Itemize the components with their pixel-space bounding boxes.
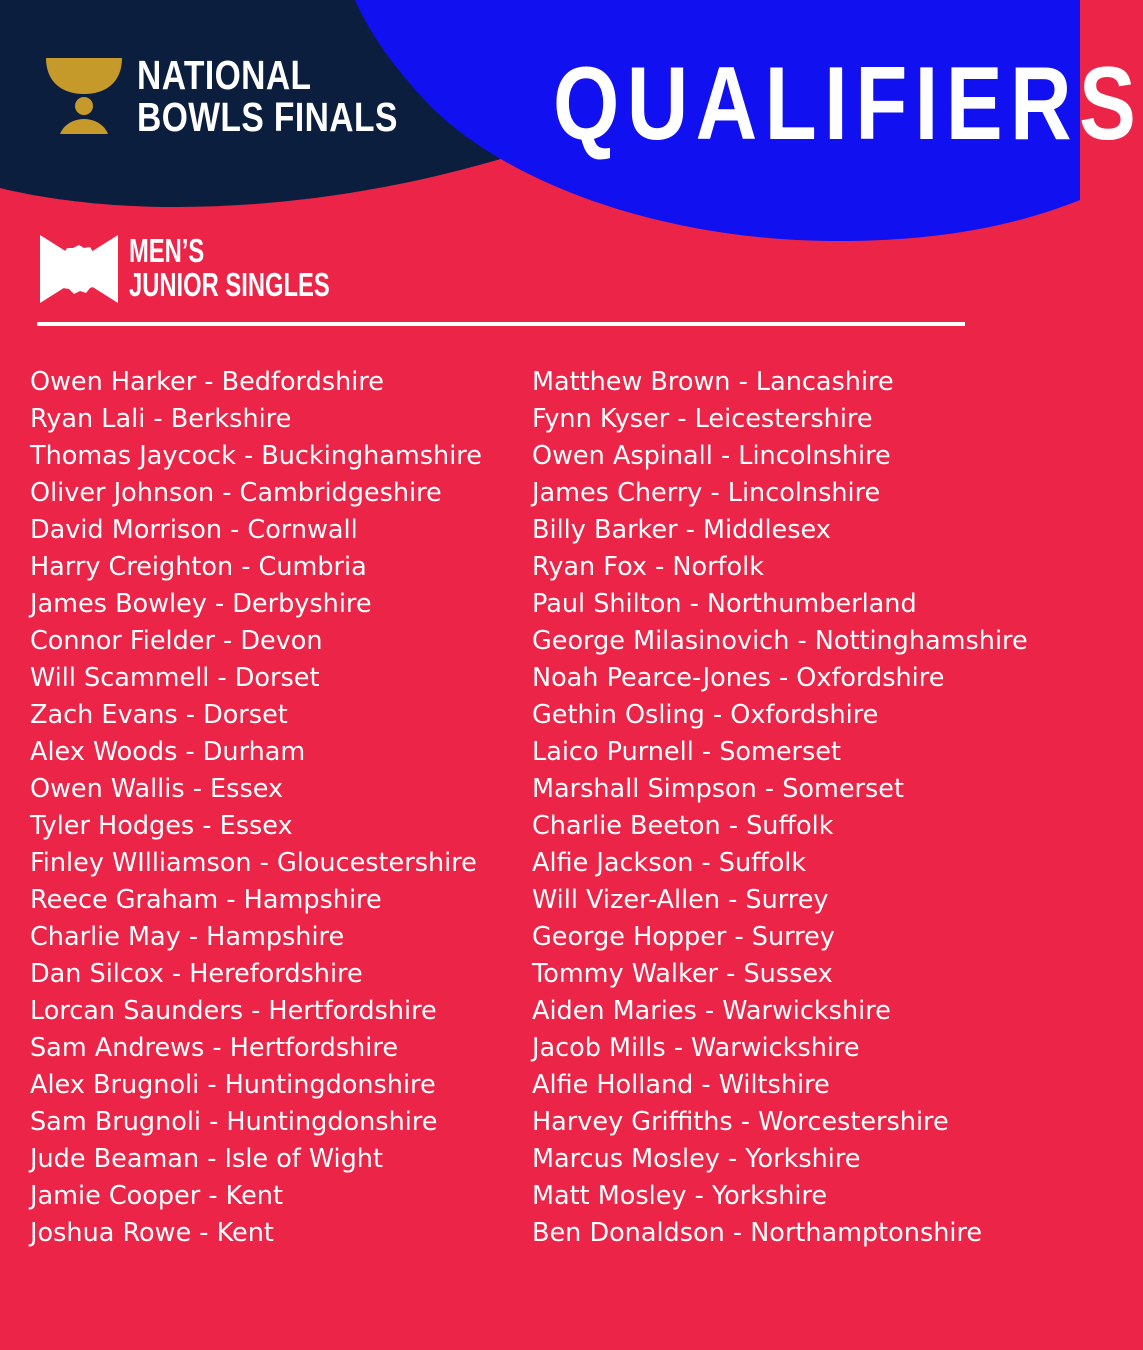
list-item: Paul Shilton - Northumberland — [532, 589, 917, 619]
list-item: Marcus Mosley - Yorkshire — [532, 1144, 861, 1174]
list-item: Billy Barker - Middlesex — [532, 515, 831, 545]
qualifier-list-left — [30, 364, 525, 1252]
list-item: David Morrison - Cornwall — [30, 515, 358, 545]
list-item: Aiden Maries - Warwickshire — [532, 996, 891, 1026]
qualifier-list-right — [532, 364, 1072, 1252]
list-item: George Hopper - Surrey — [532, 922, 835, 952]
list-item: Laico Purnell - Somerset — [532, 737, 841, 767]
event-title-line-1: MEN’S — [129, 232, 205, 269]
list-item: Marshall Simpson - Somerset — [532, 774, 904, 804]
list-item: Ryan Fox - Norfolk — [532, 552, 764, 582]
list-item: Charlie May - Hampshire — [30, 922, 345, 952]
list-item: George Milasinovich - Nottinghamshire — [532, 626, 1028, 656]
list-item: Alex Brugnoli - Huntingdonshire — [30, 1070, 436, 1100]
list-item: Charlie Beeton - Suffolk — [532, 811, 834, 841]
list-item: Owen Wallis - Essex — [30, 774, 284, 804]
list-item: Zach Evans - Dorset — [30, 700, 288, 730]
list-item: Reece Graham - Hampshire — [30, 885, 382, 915]
list-item: Alfie Jackson - Suffolk — [532, 848, 807, 878]
event-logo-text — [137, 54, 398, 138]
jack-bowl-icon — [40, 235, 118, 303]
logo-line-2: BOWLS FINALS — [137, 94, 398, 140]
list-item: James Bowley - Derbyshire — [30, 589, 372, 619]
list-item: Dan Silcox - Herefordshire — [30, 959, 363, 989]
list-item: Jude Beaman - Isle of Wight — [30, 1144, 383, 1174]
list-item: Joshua Rowe - Kent — [30, 1218, 274, 1248]
list-item: Oliver Johnson - Cambridgeshire — [30, 478, 442, 508]
list-item: Alfie Holland - Wiltshire — [532, 1070, 830, 1100]
list-item: Connor Fielder - Devon — [30, 626, 323, 656]
list-item: Owen Harker - Bedfordshire — [30, 367, 384, 397]
list-item: Alex Woods - Durham — [30, 737, 306, 767]
trophy-icon — [44, 56, 124, 136]
list-item: Tommy Walker - Sussex — [532, 959, 833, 989]
list-item: Matt Mosley - Yorkshire — [532, 1181, 828, 1211]
list-item: Ben Donaldson - Northamptonshire — [532, 1218, 983, 1248]
list-item: Ryan Lali - Berkshire — [30, 404, 292, 434]
list-item: Noah Pearce-Jones - Oxfordshire — [532, 663, 945, 693]
list-item: Thomas Jaycock - Buckinghamshire — [30, 441, 482, 471]
list-item: Fynn Kyser - Leicestershire — [532, 404, 873, 434]
list-item: Harvey Griffiths - Worcestershire — [532, 1107, 949, 1137]
list-item: Will Vizer-Allen - Surrey — [532, 885, 829, 915]
list-item: Owen Aspinall - Lincolnshire — [532, 441, 891, 471]
list-item: Sam Brugnoli - Huntingdonshire — [30, 1107, 438, 1137]
list-item: Harry Creighton - Cumbria — [30, 552, 367, 582]
list-item: James Cherry - Lincolnshire — [532, 478, 881, 508]
list-item: Tyler Hodges - Essex — [30, 811, 293, 841]
list-item: Finley WIlliamson - Gloucestershire — [30, 848, 477, 878]
list-item: Jacob Mills - Warwickshire — [532, 1033, 860, 1063]
divider — [37, 322, 965, 326]
list-item: Will Scammell - Dorset — [30, 663, 320, 693]
list-item: Matthew Brown - Lancashire — [532, 367, 894, 397]
list-item: Sam Andrews - Hertfordshire — [30, 1033, 399, 1063]
event-title — [129, 234, 330, 302]
list-item: Gethin Osling - Oxfordshire — [532, 700, 879, 730]
logo-line-1: NATIONAL — [137, 52, 312, 98]
list-item: Jamie Cooper - Kent — [30, 1181, 283, 1211]
list-item: Lorcan Saunders - Hertfordshire — [30, 996, 437, 1026]
page-title: QUALIFIERS — [553, 46, 1143, 162]
event-title-line-2: JUNIOR SINGLES — [129, 266, 330, 303]
